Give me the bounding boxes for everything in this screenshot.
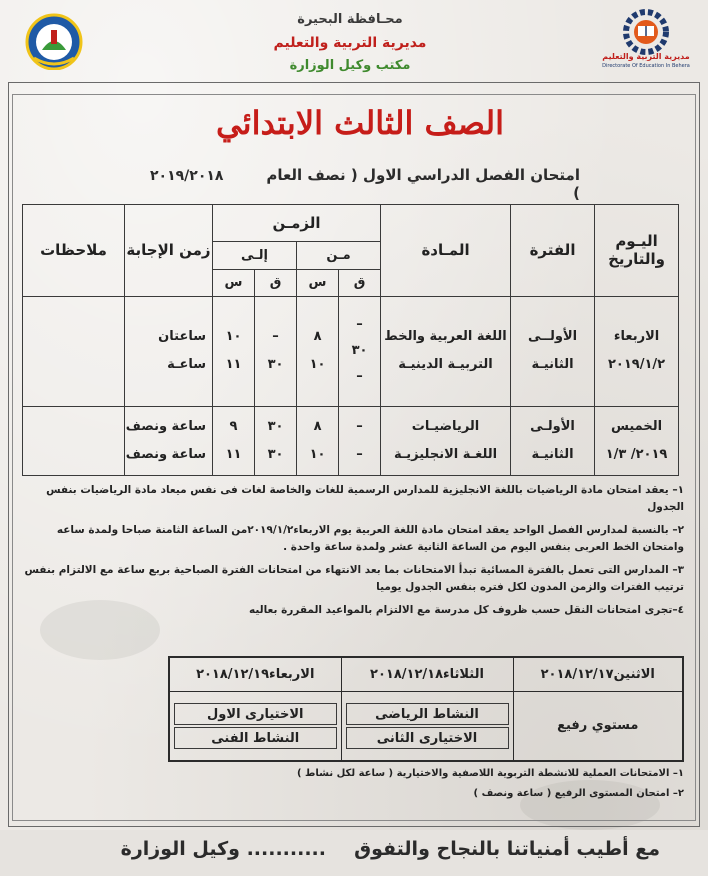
period-cell [511, 296, 595, 406]
subject-cell [381, 296, 511, 406]
from-min-cell [339, 406, 381, 475]
activity-day: الثلاثاء٢٠١٨/١٢/١٨ [341, 657, 513, 691]
notes-list [24, 482, 684, 625]
behera-governorate-logo [22, 12, 86, 70]
to-min-cell [255, 406, 297, 475]
day-date-cell [595, 406, 679, 475]
to-min: – [272, 329, 279, 345]
notes-cell [23, 296, 125, 406]
exam-date: ٢٠١٩/ ١/٣ [605, 446, 668, 462]
from-hour: ٨ [313, 329, 322, 345]
from-min: – [356, 317, 363, 333]
duration: ساعتان [158, 329, 206, 345]
activity-note: ٢– امتحان المستوى الرفيع ( ساعة ونصف ) [473, 788, 684, 799]
header-time: الزمـن [213, 205, 381, 242]
to-hour: ١١ [225, 357, 242, 373]
logo-caption: Directorate Of Education In Behera [602, 63, 690, 69]
header-period: الفترة [511, 205, 595, 297]
to-hour: ٩ [229, 418, 238, 434]
duration-cell [125, 296, 213, 406]
activities-table [168, 656, 684, 762]
header-to-hour: س [213, 270, 255, 296]
header-from-hour: س [297, 270, 339, 296]
note-item: ٤–تجرى امتحانات النقل حسب ظروف كل مدرسة مع الالتزام بالمواعيد المقررة بعاليه [249, 604, 684, 616]
from-hour: ٨ [313, 418, 322, 434]
activity-day: الاربعاء٢٠١٨/١٢/١٩ [169, 657, 341, 691]
activity-item: النشاط الرياضى [346, 703, 509, 725]
to-hour: ١١ [225, 446, 242, 462]
period-second: الثانيـة [531, 357, 574, 373]
period-second: الثانيـة [531, 446, 574, 462]
header-from: مـن [297, 241, 381, 270]
duration: ساعة ونصف [125, 446, 206, 462]
duration: ساعة ونصف [125, 418, 206, 434]
activity-level: مستوي رفيع [513, 691, 683, 761]
subject: الرياضيـات [411, 418, 480, 434]
activity-note: ١– الامتحانات العملية للانشطة التربوية اللاصفية والاختيارية ( ساعة لكل نشاط ) [296, 768, 684, 779]
from-min: ٣٠ [351, 343, 368, 359]
exam-subtitle: امتحان الفصل الدراسي الاول ( نصف العام ) [266, 166, 580, 202]
exam-schedule-table [22, 204, 679, 476]
period-first: الأولـى [530, 418, 575, 434]
day-name: الاربعاء [613, 329, 660, 345]
table-row [23, 406, 679, 475]
from-hour: ١٠ [309, 446, 326, 462]
from-min: – [356, 418, 363, 434]
subject: اللغـة الانجليزيـة [393, 446, 498, 462]
notes-cell [23, 406, 125, 475]
from-min-cell [339, 296, 381, 406]
activity-notes [280, 764, 684, 804]
header-from-min: ق [339, 270, 381, 296]
period-cell [511, 406, 595, 475]
activity-item: الاختيارى الثانى [346, 727, 509, 749]
header-day-date: اليـوم والتاريخ [595, 205, 679, 297]
from-hour-cell [297, 296, 339, 406]
activity-item: الاختيارى الاول [174, 703, 337, 725]
day-name: الخميس [610, 418, 663, 434]
subject-cell [381, 406, 511, 475]
header-answer-time: زمن الإجابة [125, 205, 213, 297]
subject: التربيـة الدينيـة [398, 357, 493, 373]
day-date-cell [595, 296, 679, 406]
office-name: مكتب وكيل الوزارة [289, 58, 411, 73]
from-min: – [356, 446, 363, 462]
header-to: إلـى [213, 241, 297, 270]
academic-year: ٢٠١٩/٢٠١٨ [150, 168, 224, 184]
to-min: ٣٠ [267, 446, 284, 462]
activity-tuesday [341, 691, 513, 761]
table-row [23, 296, 679, 406]
to-hour-cell [213, 296, 255, 406]
logo-title: مديرية التربية والتعليم [602, 52, 690, 61]
deputy-signature: ........... وكيل الوزارة [120, 838, 326, 860]
header-notes: ملاحظات [23, 205, 125, 297]
header-subject: المـادة [381, 205, 511, 297]
to-min: ٣٠ [267, 357, 284, 373]
subject: اللغة العربية والخط [384, 329, 507, 345]
exam-date: ٢٠١٩/١/٢ [607, 357, 666, 373]
directorate-logo [600, 8, 692, 70]
page-title: الصف الثالث الابتدائي [216, 104, 504, 142]
governorate-name: محـافظة البحيرة [297, 12, 403, 27]
closing-wish: مع أطيب أمنياتنا بالنجاح والتفوق [354, 838, 660, 860]
note-item: ١– يعقد امتحان مادة الرياضيات باللغة الانجليزية للمدارس الرسمية للغات والخاصة لغات فى نفس ميعاد مادة الرياضيات بنفس الجدول [46, 484, 684, 513]
activity-day: الاثنين٢٠١٨/١٢/١٧ [513, 657, 683, 691]
activity-wednesday [169, 691, 341, 761]
duration: ساعـة [167, 357, 206, 373]
from-hour: ١٠ [309, 357, 326, 373]
to-hour-cell [213, 406, 255, 475]
directorate-name: مديرية التربية والتعليم [273, 35, 427, 51]
duration-cell [125, 406, 213, 475]
to-min: ٣٠ [267, 418, 284, 434]
note-item: ٣– المدارس التى تعمل بالفترة المسائية تبدأ الامتحانات بما بعد الانتهاء من امتحانات الفترة الصباحية بربع ساعة مع الالتزام بنفس ترتيب الفترات والزمن المدون لكل فتره بنفس الجدول يوميا [24, 564, 684, 593]
period-first: الأولــى [527, 329, 578, 345]
to-min-cell [255, 296, 297, 406]
from-hour-cell [297, 406, 339, 475]
to-hour: ١٠ [225, 329, 242, 345]
note-item: ٢– بالنسبة لمدارس الفصل الواحد يعقد امتحان مادة اللغة العربية يوم الاربعاء٢٠١٩/١/٢من الساعة الثامنة صباحا ولمدة ساعه وامتحان الخط العربى بنفس اليوم من الساعة الثانية عشر ولمدة ساعة واحدة . [56, 524, 684, 553]
header-to-min: ق [255, 270, 297, 296]
from-min: – [356, 369, 363, 385]
activity-item: النشاط الفنى [174, 727, 337, 749]
